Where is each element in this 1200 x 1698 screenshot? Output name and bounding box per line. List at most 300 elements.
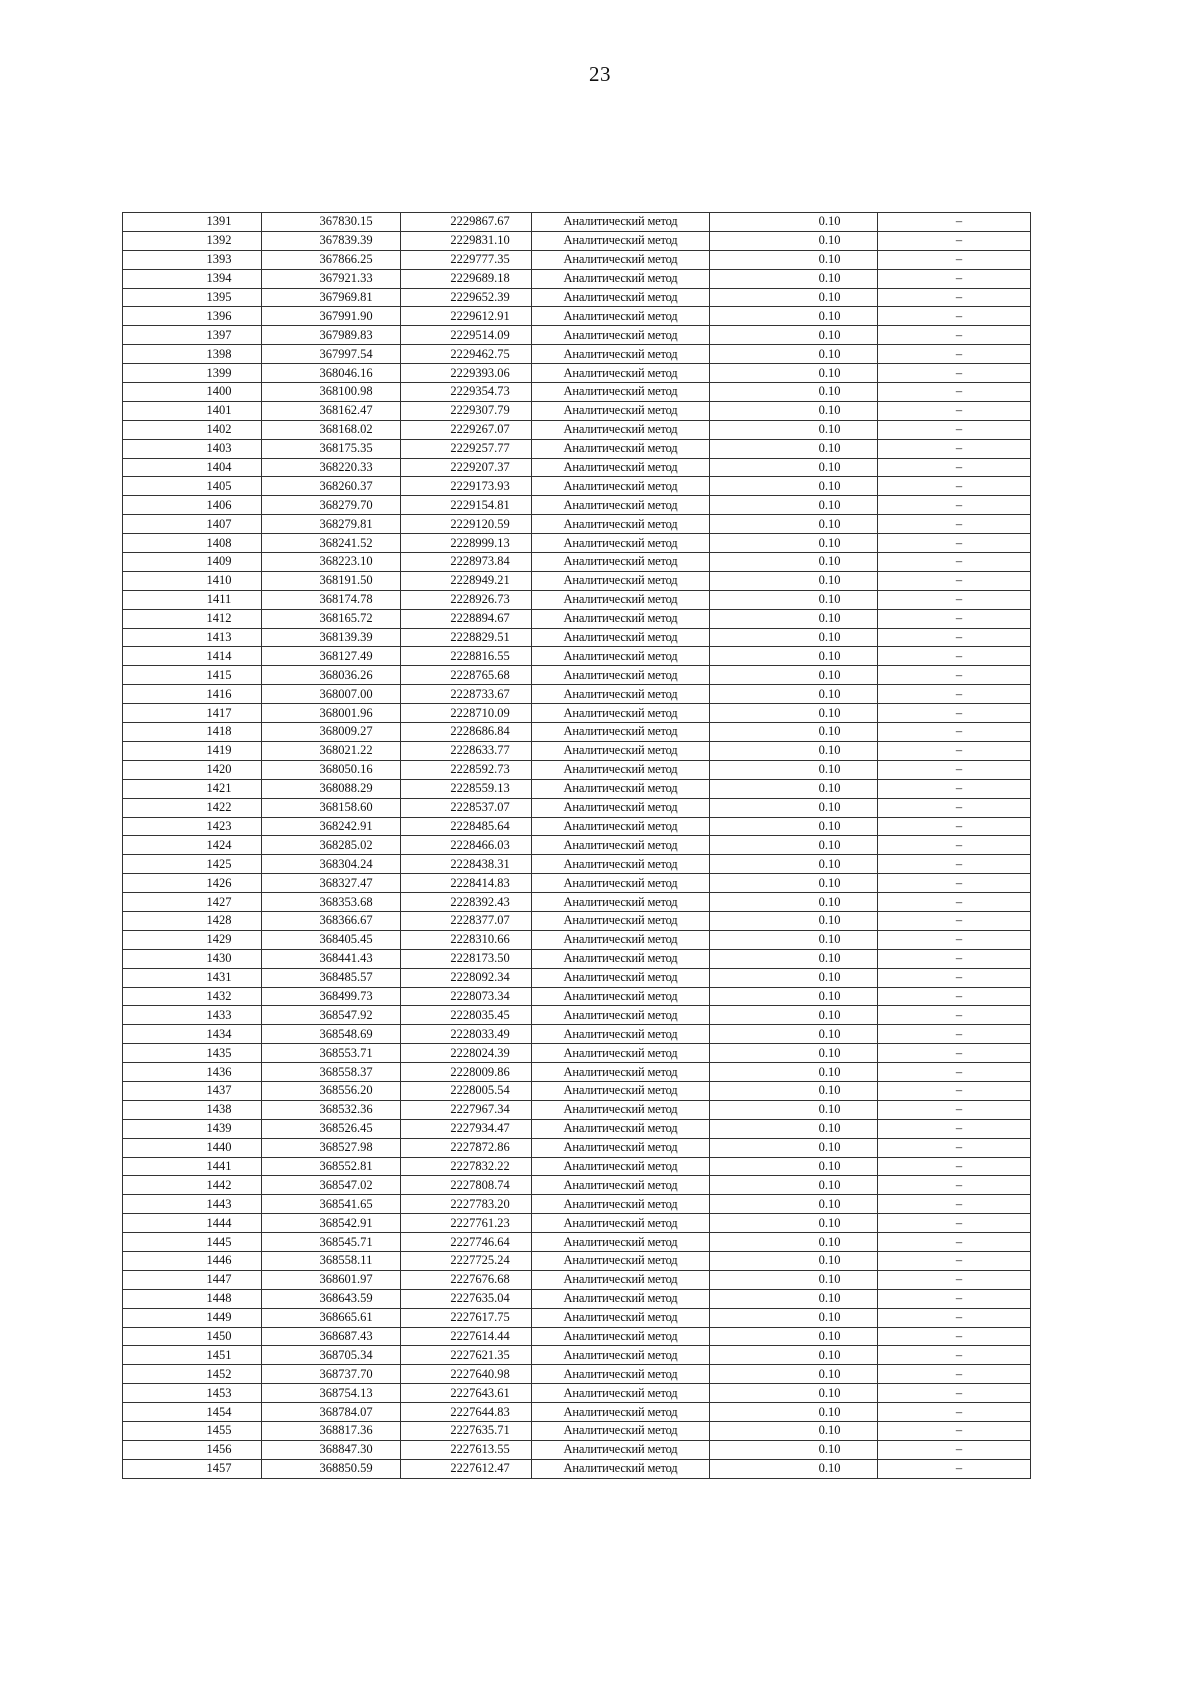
note-cell: –	[878, 1195, 1031, 1214]
x-coordinate-cell: 368158.60	[262, 798, 401, 817]
x-coordinate-cell: 368353.68	[262, 893, 401, 912]
x-coordinate-cell: 368558.11	[262, 1251, 401, 1270]
table-row	[123, 1157, 1031, 1176]
note-cell: –	[878, 364, 1031, 383]
x-coordinate-cell: 368174.78	[262, 590, 401, 609]
table-row	[123, 1138, 1031, 1157]
accuracy-cell: 0.10	[710, 534, 878, 553]
method-cell: Аналитический метод	[532, 911, 710, 930]
method-cell: Аналитический метод	[532, 628, 710, 647]
note-cell: –	[878, 893, 1031, 912]
x-coordinate-cell: 368021.22	[262, 741, 401, 760]
note-cell: –	[878, 723, 1031, 742]
accuracy-cell: 0.10	[710, 288, 878, 307]
point-number-cell: 1438	[123, 1100, 262, 1119]
point-number-cell: 1428	[123, 911, 262, 930]
y-coordinate-cell: 2227644.83	[401, 1403, 532, 1422]
point-number-cell: 1403	[123, 439, 262, 458]
point-number-cell: 1395	[123, 288, 262, 307]
point-number-cell: 1396	[123, 307, 262, 326]
point-number-cell: 1453	[123, 1384, 262, 1403]
point-number-cell: 1452	[123, 1365, 262, 1384]
accuracy-cell: 0.10	[710, 345, 878, 364]
method-cell: Аналитический метод	[532, 1308, 710, 1327]
accuracy-cell: 0.10	[710, 1025, 878, 1044]
point-number-cell: 1454	[123, 1403, 262, 1422]
x-coordinate-cell: 368532.36	[262, 1100, 401, 1119]
method-cell: Аналитический метод	[532, 647, 710, 666]
x-coordinate-cell: 368850.59	[262, 1459, 401, 1478]
table-row	[123, 345, 1031, 364]
table-row	[123, 1289, 1031, 1308]
accuracy-cell: 0.10	[710, 836, 878, 855]
y-coordinate-cell: 2229867.67	[401, 213, 532, 232]
accuracy-cell: 0.10	[710, 647, 878, 666]
table-row	[123, 496, 1031, 515]
x-coordinate-cell: 368046.16	[262, 364, 401, 383]
accuracy-cell: 0.10	[710, 1195, 878, 1214]
y-coordinate-cell: 2228035.45	[401, 1006, 532, 1025]
table-row	[123, 1365, 1031, 1384]
x-coordinate-cell: 368127.49	[262, 647, 401, 666]
method-cell: Аналитический метод	[532, 1233, 710, 1252]
method-cell: Аналитический метод	[532, 364, 710, 383]
point-number-cell: 1424	[123, 836, 262, 855]
method-cell: Аналитический метод	[532, 250, 710, 269]
y-coordinate-cell: 2229393.06	[401, 364, 532, 383]
point-number-cell: 1421	[123, 779, 262, 798]
note-cell: –	[878, 855, 1031, 874]
y-coordinate-cell: 2228033.49	[401, 1025, 532, 1044]
x-coordinate-cell: 368665.61	[262, 1308, 401, 1327]
x-coordinate-cell: 368526.45	[262, 1119, 401, 1138]
point-number-cell: 1401	[123, 401, 262, 420]
note-cell: –	[878, 1006, 1031, 1025]
y-coordinate-cell: 2228926.73	[401, 590, 532, 609]
point-number-cell: 1400	[123, 383, 262, 402]
x-coordinate-cell: 368366.67	[262, 911, 401, 930]
point-number-cell: 1427	[123, 893, 262, 912]
point-number-cell: 1444	[123, 1214, 262, 1233]
table-row	[123, 326, 1031, 345]
table-row	[123, 1403, 1031, 1422]
x-coordinate-cell: 368223.10	[262, 553, 401, 572]
note-cell: –	[878, 647, 1031, 666]
x-coordinate-cell: 367989.83	[262, 326, 401, 345]
note-cell: –	[878, 1308, 1031, 1327]
y-coordinate-cell: 2228559.13	[401, 779, 532, 798]
accuracy-cell: 0.10	[710, 213, 878, 232]
x-coordinate-cell: 368527.98	[262, 1138, 401, 1157]
note-cell: –	[878, 1063, 1031, 1082]
note-cell: –	[878, 1233, 1031, 1252]
note-cell: –	[878, 987, 1031, 1006]
method-cell: Аналитический метод	[532, 439, 710, 458]
accuracy-cell: 0.10	[710, 779, 878, 798]
y-coordinate-cell: 2229612.91	[401, 307, 532, 326]
accuracy-cell: 0.10	[710, 685, 878, 704]
x-coordinate-cell: 368304.24	[262, 855, 401, 874]
x-coordinate-cell: 368547.02	[262, 1176, 401, 1195]
y-coordinate-cell: 2228999.13	[401, 534, 532, 553]
table-row	[123, 704, 1031, 723]
y-coordinate-cell: 2227783.20	[401, 1195, 532, 1214]
note-cell: –	[878, 269, 1031, 288]
note-cell: –	[878, 968, 1031, 987]
method-cell: Аналитический метод	[532, 666, 710, 685]
note-cell: –	[878, 553, 1031, 572]
note-cell: –	[878, 250, 1031, 269]
accuracy-cell: 0.10	[710, 1251, 878, 1270]
point-number-cell: 1440	[123, 1138, 262, 1157]
point-number-cell: 1398	[123, 345, 262, 364]
method-cell: Аналитический метод	[532, 515, 710, 534]
y-coordinate-cell: 2228733.67	[401, 685, 532, 704]
note-cell: –	[878, 1176, 1031, 1195]
y-coordinate-cell: 2229514.09	[401, 326, 532, 345]
y-coordinate-cell: 2229257.77	[401, 439, 532, 458]
point-number-cell: 1423	[123, 817, 262, 836]
note-cell: –	[878, 1157, 1031, 1176]
method-cell: Аналитический метод	[532, 534, 710, 553]
y-coordinate-cell: 2228092.34	[401, 968, 532, 987]
table-row	[123, 1100, 1031, 1119]
accuracy-cell: 0.10	[710, 609, 878, 628]
y-coordinate-cell: 2227872.86	[401, 1138, 532, 1157]
y-coordinate-cell: 2227934.47	[401, 1119, 532, 1138]
method-cell: Аналитический метод	[532, 1384, 710, 1403]
accuracy-cell: 0.10	[710, 723, 878, 742]
y-coordinate-cell: 2228377.07	[401, 911, 532, 930]
point-number-cell: 1418	[123, 723, 262, 742]
y-coordinate-cell: 2229267.07	[401, 420, 532, 439]
table-row	[123, 458, 1031, 477]
accuracy-cell: 0.10	[710, 553, 878, 572]
y-coordinate-cell: 2229120.59	[401, 515, 532, 534]
method-cell: Аналитический метод	[532, 1440, 710, 1459]
table-row	[123, 401, 1031, 420]
method-cell: Аналитический метод	[532, 741, 710, 760]
y-coordinate-cell: 2228173.50	[401, 949, 532, 968]
accuracy-cell: 0.10	[710, 401, 878, 420]
y-coordinate-cell: 2229652.39	[401, 288, 532, 307]
table-row	[123, 930, 1031, 949]
table-row	[123, 1081, 1031, 1100]
point-number-cell: 1402	[123, 420, 262, 439]
table-row	[123, 647, 1031, 666]
note-cell: –	[878, 779, 1031, 798]
note-cell: –	[878, 1346, 1031, 1365]
x-coordinate-cell: 368241.52	[262, 534, 401, 553]
method-cell: Аналитический метод	[532, 609, 710, 628]
note-cell: –	[878, 534, 1031, 553]
method-cell: Аналитический метод	[532, 553, 710, 572]
x-coordinate-cell: 368817.36	[262, 1422, 401, 1441]
accuracy-cell: 0.10	[710, 741, 878, 760]
table-row	[123, 836, 1031, 855]
note-cell: –	[878, 307, 1031, 326]
table-row	[123, 987, 1031, 1006]
y-coordinate-cell: 2228537.07	[401, 798, 532, 817]
accuracy-cell: 0.10	[710, 1459, 878, 1478]
accuracy-cell: 0.10	[710, 458, 878, 477]
table-row	[123, 213, 1031, 232]
y-coordinate-cell: 2227761.23	[401, 1214, 532, 1233]
point-number-cell: 1417	[123, 704, 262, 723]
note-cell: –	[878, 1440, 1031, 1459]
note-cell: –	[878, 760, 1031, 779]
point-number-cell: 1449	[123, 1308, 262, 1327]
coordinates-table	[122, 212, 1031, 1479]
x-coordinate-cell: 368705.34	[262, 1346, 401, 1365]
note-cell: –	[878, 1251, 1031, 1270]
x-coordinate-cell: 368279.70	[262, 496, 401, 515]
accuracy-cell: 0.10	[710, 231, 878, 250]
note-cell: –	[878, 401, 1031, 420]
table-row	[123, 1440, 1031, 1459]
table-row	[123, 553, 1031, 572]
accuracy-cell: 0.10	[710, 439, 878, 458]
x-coordinate-cell: 368175.35	[262, 439, 401, 458]
x-coordinate-cell: 368260.37	[262, 477, 401, 496]
table-row	[123, 439, 1031, 458]
accuracy-cell: 0.10	[710, 1308, 878, 1327]
table-row	[123, 741, 1031, 760]
table-row	[123, 1251, 1031, 1270]
method-cell: Аналитический метод	[532, 893, 710, 912]
table-row	[123, 798, 1031, 817]
y-coordinate-cell: 2229154.81	[401, 496, 532, 515]
note-cell: –	[878, 496, 1031, 515]
y-coordinate-cell: 2227746.64	[401, 1233, 532, 1252]
note-cell: –	[878, 515, 1031, 534]
accuracy-cell: 0.10	[710, 874, 878, 893]
y-coordinate-cell: 2228686.84	[401, 723, 532, 742]
table-row	[123, 571, 1031, 590]
table-row	[123, 1327, 1031, 1346]
method-cell: Аналитический метод	[532, 1214, 710, 1233]
table-row	[123, 477, 1031, 496]
point-number-cell: 1405	[123, 477, 262, 496]
point-number-cell: 1432	[123, 987, 262, 1006]
point-number-cell: 1441	[123, 1157, 262, 1176]
note-cell: –	[878, 571, 1031, 590]
table-row	[123, 1025, 1031, 1044]
note-cell: –	[878, 383, 1031, 402]
x-coordinate-cell: 368242.91	[262, 817, 401, 836]
x-coordinate-cell: 368784.07	[262, 1403, 401, 1422]
method-cell: Аналитический метод	[532, 590, 710, 609]
point-number-cell: 1407	[123, 515, 262, 534]
note-cell: –	[878, 1459, 1031, 1478]
accuracy-cell: 0.10	[710, 1270, 878, 1289]
accuracy-cell: 0.10	[710, 1006, 878, 1025]
note-cell: –	[878, 1025, 1031, 1044]
table-row	[123, 628, 1031, 647]
accuracy-cell: 0.10	[710, 1214, 878, 1233]
x-coordinate-cell: 367969.81	[262, 288, 401, 307]
y-coordinate-cell: 2227635.04	[401, 1289, 532, 1308]
x-coordinate-cell: 368552.81	[262, 1157, 401, 1176]
note-cell: –	[878, 1289, 1031, 1308]
x-coordinate-cell: 368009.27	[262, 723, 401, 742]
x-coordinate-cell: 367830.15	[262, 213, 401, 232]
point-number-cell: 1404	[123, 458, 262, 477]
note-cell: –	[878, 345, 1031, 364]
y-coordinate-cell: 2228894.67	[401, 609, 532, 628]
note-cell: –	[878, 1138, 1031, 1157]
method-cell: Аналитический метод	[532, 288, 710, 307]
point-number-cell: 1457	[123, 1459, 262, 1478]
x-coordinate-cell: 368643.59	[262, 1289, 401, 1308]
table-row	[123, 1270, 1031, 1289]
point-number-cell: 1413	[123, 628, 262, 647]
note-cell: –	[878, 930, 1031, 949]
point-number-cell: 1392	[123, 231, 262, 250]
accuracy-cell: 0.10	[710, 704, 878, 723]
table-row	[123, 534, 1031, 553]
point-number-cell: 1443	[123, 1195, 262, 1214]
accuracy-cell: 0.10	[710, 1233, 878, 1252]
y-coordinate-cell: 2227614.44	[401, 1327, 532, 1346]
table-row	[123, 817, 1031, 836]
x-coordinate-cell: 368100.98	[262, 383, 401, 402]
note-cell: –	[878, 949, 1031, 968]
y-coordinate-cell: 2227640.98	[401, 1365, 532, 1384]
note-cell: –	[878, 628, 1031, 647]
table-row	[123, 1346, 1031, 1365]
note-cell: –	[878, 1044, 1031, 1063]
x-coordinate-cell: 368001.96	[262, 704, 401, 723]
x-coordinate-cell: 368162.47	[262, 401, 401, 420]
accuracy-cell: 0.10	[710, 893, 878, 912]
y-coordinate-cell: 2228710.09	[401, 704, 532, 723]
table-row	[123, 420, 1031, 439]
accuracy-cell: 0.10	[710, 1157, 878, 1176]
x-coordinate-cell: 368545.71	[262, 1233, 401, 1252]
y-coordinate-cell: 2229207.37	[401, 458, 532, 477]
method-cell: Аналитический метод	[532, 326, 710, 345]
y-coordinate-cell: 2228009.86	[401, 1063, 532, 1082]
page-number: 23	[589, 62, 611, 86]
x-coordinate-cell: 367997.54	[262, 345, 401, 364]
x-coordinate-cell: 368279.81	[262, 515, 401, 534]
note-cell: –	[878, 911, 1031, 930]
accuracy-cell: 0.10	[710, 1119, 878, 1138]
note-cell: –	[878, 231, 1031, 250]
method-cell: Аналитический метод	[532, 1459, 710, 1478]
accuracy-cell: 0.10	[710, 307, 878, 326]
table-row	[123, 723, 1031, 742]
method-cell: Аналитический метод	[532, 836, 710, 855]
point-number-cell: 1393	[123, 250, 262, 269]
point-number-cell: 1412	[123, 609, 262, 628]
x-coordinate-cell: 368485.57	[262, 968, 401, 987]
y-coordinate-cell: 2227676.68	[401, 1270, 532, 1289]
method-cell: Аналитический метод	[532, 1346, 710, 1365]
method-cell: Аналитический метод	[532, 723, 710, 742]
x-coordinate-cell: 368548.69	[262, 1025, 401, 1044]
y-coordinate-cell: 2229173.93	[401, 477, 532, 496]
accuracy-cell: 0.10	[710, 477, 878, 496]
method-cell: Аналитический метод	[532, 1063, 710, 1082]
accuracy-cell: 0.10	[710, 1100, 878, 1119]
y-coordinate-cell: 2227643.61	[401, 1384, 532, 1403]
x-coordinate-cell: 368547.92	[262, 1006, 401, 1025]
point-number-cell: 1434	[123, 1025, 262, 1044]
table-row	[123, 1233, 1031, 1252]
y-coordinate-cell: 2227613.55	[401, 1440, 532, 1459]
x-coordinate-cell: 368165.72	[262, 609, 401, 628]
table-row	[123, 1384, 1031, 1403]
method-cell: Аналитический метод	[532, 798, 710, 817]
method-cell: Аналитический метод	[532, 1422, 710, 1441]
accuracy-cell: 0.10	[710, 1327, 878, 1346]
x-coordinate-cell: 368007.00	[262, 685, 401, 704]
table-row	[123, 874, 1031, 893]
point-number-cell: 1430	[123, 949, 262, 968]
y-coordinate-cell: 2229831.10	[401, 231, 532, 250]
method-cell: Аналитический метод	[532, 1025, 710, 1044]
x-coordinate-cell: 368441.43	[262, 949, 401, 968]
accuracy-cell: 0.10	[710, 364, 878, 383]
note-cell: –	[878, 704, 1031, 723]
method-cell: Аналитический метод	[532, 987, 710, 1006]
accuracy-cell: 0.10	[710, 817, 878, 836]
method-cell: Аналитический метод	[532, 420, 710, 439]
accuracy-cell: 0.10	[710, 269, 878, 288]
accuracy-cell: 0.10	[710, 987, 878, 1006]
accuracy-cell: 0.10	[710, 968, 878, 987]
x-coordinate-cell: 368754.13	[262, 1384, 401, 1403]
point-number-cell: 1410	[123, 571, 262, 590]
accuracy-cell: 0.10	[710, 911, 878, 930]
table-row	[123, 1422, 1031, 1441]
note-cell: –	[878, 817, 1031, 836]
y-coordinate-cell: 2228073.34	[401, 987, 532, 1006]
y-coordinate-cell: 2228485.64	[401, 817, 532, 836]
x-coordinate-cell: 367991.90	[262, 307, 401, 326]
y-coordinate-cell: 2228633.77	[401, 741, 532, 760]
point-number-cell: 1422	[123, 798, 262, 817]
y-coordinate-cell: 2228949.21	[401, 571, 532, 590]
method-cell: Аналитический метод	[532, 1403, 710, 1422]
x-coordinate-cell: 368847.30	[262, 1440, 401, 1459]
accuracy-cell: 0.10	[710, 1422, 878, 1441]
y-coordinate-cell: 2227635.71	[401, 1422, 532, 1441]
accuracy-cell: 0.10	[710, 949, 878, 968]
y-coordinate-cell: 2228973.84	[401, 553, 532, 572]
y-coordinate-cell: 2229354.73	[401, 383, 532, 402]
accuracy-cell: 0.10	[710, 855, 878, 874]
point-number-cell: 1435	[123, 1044, 262, 1063]
note-cell: –	[878, 874, 1031, 893]
accuracy-cell: 0.10	[710, 420, 878, 439]
method-cell: Аналитический метод	[532, 1365, 710, 1384]
y-coordinate-cell: 2229462.75	[401, 345, 532, 364]
y-coordinate-cell: 2229689.18	[401, 269, 532, 288]
method-cell: Аналитический метод	[532, 1081, 710, 1100]
accuracy-cell: 0.10	[710, 571, 878, 590]
table-row	[123, 231, 1031, 250]
x-coordinate-cell: 368191.50	[262, 571, 401, 590]
x-coordinate-cell: 368601.97	[262, 1270, 401, 1289]
point-number-cell: 1446	[123, 1251, 262, 1270]
x-coordinate-cell: 368556.20	[262, 1081, 401, 1100]
table-row	[123, 288, 1031, 307]
y-coordinate-cell: 2227617.75	[401, 1308, 532, 1327]
x-coordinate-cell: 368542.91	[262, 1214, 401, 1233]
